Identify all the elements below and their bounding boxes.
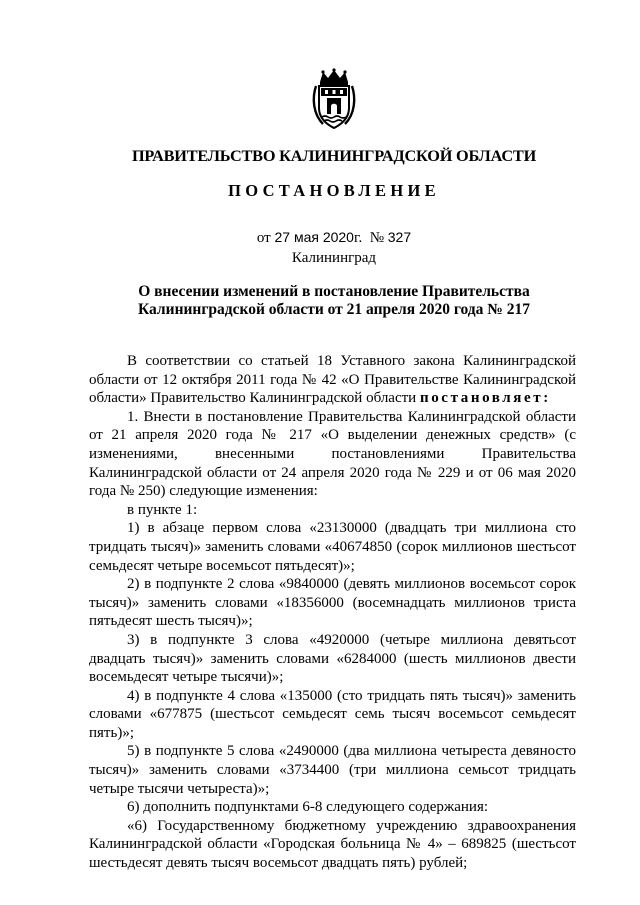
subitem-4: 4) в подпункте 4 слова «135000 (сто тридцать пять тысяч)» заменить словами «677875 (шестьсот семьдесят семь тысяч восемьсот семьдесят пять)»; (89, 687, 576, 741)
subject-line-2: Калининградской области от 21 апреля 2020 года № 217 (138, 301, 530, 318)
kaliningrad-coat-of-arms-icon (311, 68, 357, 130)
document-date-number (0, 229, 640, 247)
document-number: 327 (387, 229, 412, 245)
resolves-word: постановляет: (419, 390, 551, 407)
document-type: ПОСТАНОВЛЕНИЕ (228, 181, 440, 200)
subitem-3: 3) в подпункте 3 слова «4920000 (четыре миллиона девятьсот двадцать тысяч)» заменить словами «6284000 (шесть миллионов двести восемьдесят четыре тысячи)»; (89, 631, 576, 686)
subitem-6-content: «6) Государственному бюджетному учреждению здравоохранения Калининградской области «Городская больница № 4» – 689825 (шестьсот шестьдесят девять тысяч восемьсот двадцать пять) рублей; (89, 817, 576, 872)
subitem-5: 5) в подпункте 5 слова «2490000 (два миллиона четыреста девяносто тысяч)» заменить словами «3734400 (три миллиона семьсот тридцать четыре тысячи четыреста)»; (89, 743, 576, 797)
intro-paragraph (89, 352, 576, 408)
number-sign: № (369, 230, 385, 246)
date-prefix: от (256, 230, 271, 246)
document-body (89, 352, 576, 873)
subitem-6: 6) дополнить подпунктами 6-8 следующего содержания: (127, 799, 489, 816)
subject-line-1: О внесении изменений в постановление Правительства (138, 283, 530, 300)
date-value: 27 мая 2020 (274, 229, 354, 245)
subitem-1: 1) в абзаце первом слова «23130000 (двадцать три миллиона сто тридцать тысяч)» заменить словами «40674850 (сорок миллионов шестьсот семьдесят четыре восемьсот пятьдесят)»; (89, 520, 576, 574)
government-name: ПРАВИТЕЛЬСТВО КАЛИНИНГРАДСКОЙ ОБЛАСТИ (131, 146, 537, 165)
intro-text: В соответствии со статьей 18 Уставного закона Калининградской области от 12 октября 2011 года № 42 «О Правительстве Калининградской области» Правительство Калининградской области (89, 353, 576, 407)
subitem-2: 2) в подпункте 2 слова «9840000 (девять миллионов восемьсот сорок тысяч)» заменить словами «18356000 (восемнадцать миллионов триста пятьдесят шесть тысяч)»; (89, 576, 576, 630)
point-1-paragraph: 1. Внести в постановление Правительства Калининградской области от 21 апреля 2020 года № 217 «О выделении денежных средств» (с изменениями, внесенными постановлениями Правительства Калининградской области от 24 апреля 2020 года № 229 и от 06 мая 2020 года № 250) следующие изменения: (89, 408, 576, 500)
date-suffix: г. (353, 230, 363, 246)
document-subject (0, 283, 640, 319)
city: Калининград (291, 250, 377, 266)
point-1-heading: в пункте 1: (127, 501, 198, 518)
